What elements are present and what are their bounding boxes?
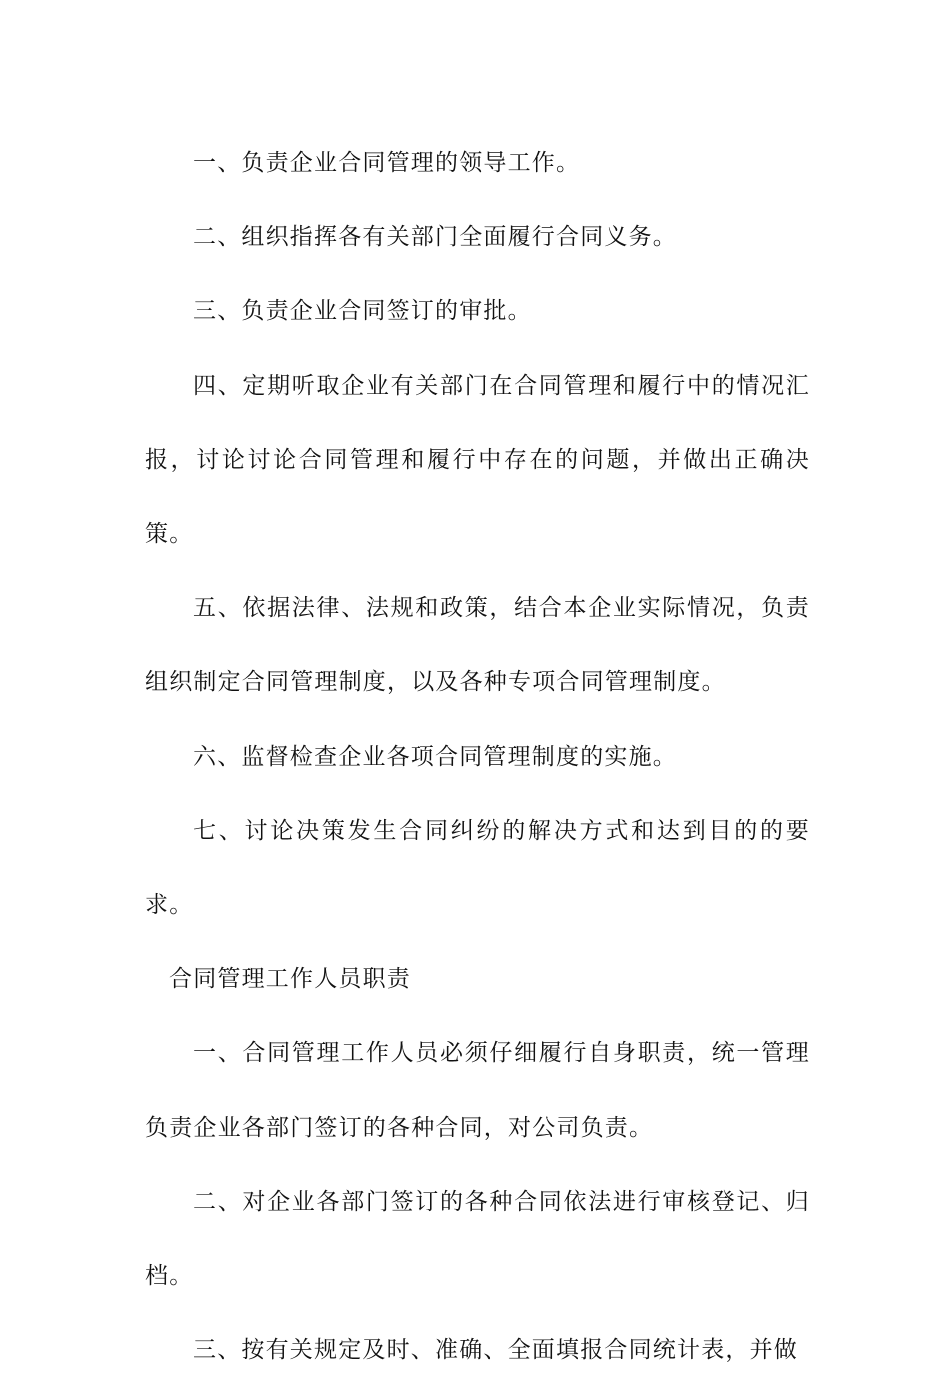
paragraph-leadership-6: 六、监督检查企业各项合同管理制度的实施。 xyxy=(193,743,677,770)
paragraph-leadership-4: 四、定期听取企业有关部门在合同管理和履行中的情况汇报，讨论讨论合同管理和履行中存在的问题，并做出正确决策。 xyxy=(145,372,810,548)
paragraph-leadership-2: 二、组织指挥各有关部门全面履行合同义务。 xyxy=(193,224,677,251)
paragraph-staff-2: 二、对企业各部门签订的各种合同依法进行审核登记、归档。 xyxy=(145,1188,810,1290)
paragraph-leadership-5: 五、依据法律、法规和政策，结合本企业实际情况，负责组织制定合同管理制度，以及各种专项合同管理制度。 xyxy=(145,595,810,696)
section-heading: 合同管理工作人员职责 xyxy=(169,966,411,993)
paragraph-leadership-7: 七、讨论决策发生合同纠纷的解决方式和达到目的的要求。 xyxy=(145,817,810,919)
paragraph-leadership-1: 一、负责企业合同管理的领导工作。 xyxy=(193,150,581,176)
document-body xyxy=(145,126,810,1387)
paragraph-staff-1: 一、合同管理工作人员必须仔细履行自身职责，统一管理负责企业各部门签订的各种合同，对公司负责。 xyxy=(145,1040,810,1141)
paragraph-staff-3: 三、按有关规定及时、准确、全面填报合同统计表，并做 xyxy=(193,1337,798,1364)
paragraph-leadership-3: 三、负责企业合同签订的审批。 xyxy=(193,298,532,325)
